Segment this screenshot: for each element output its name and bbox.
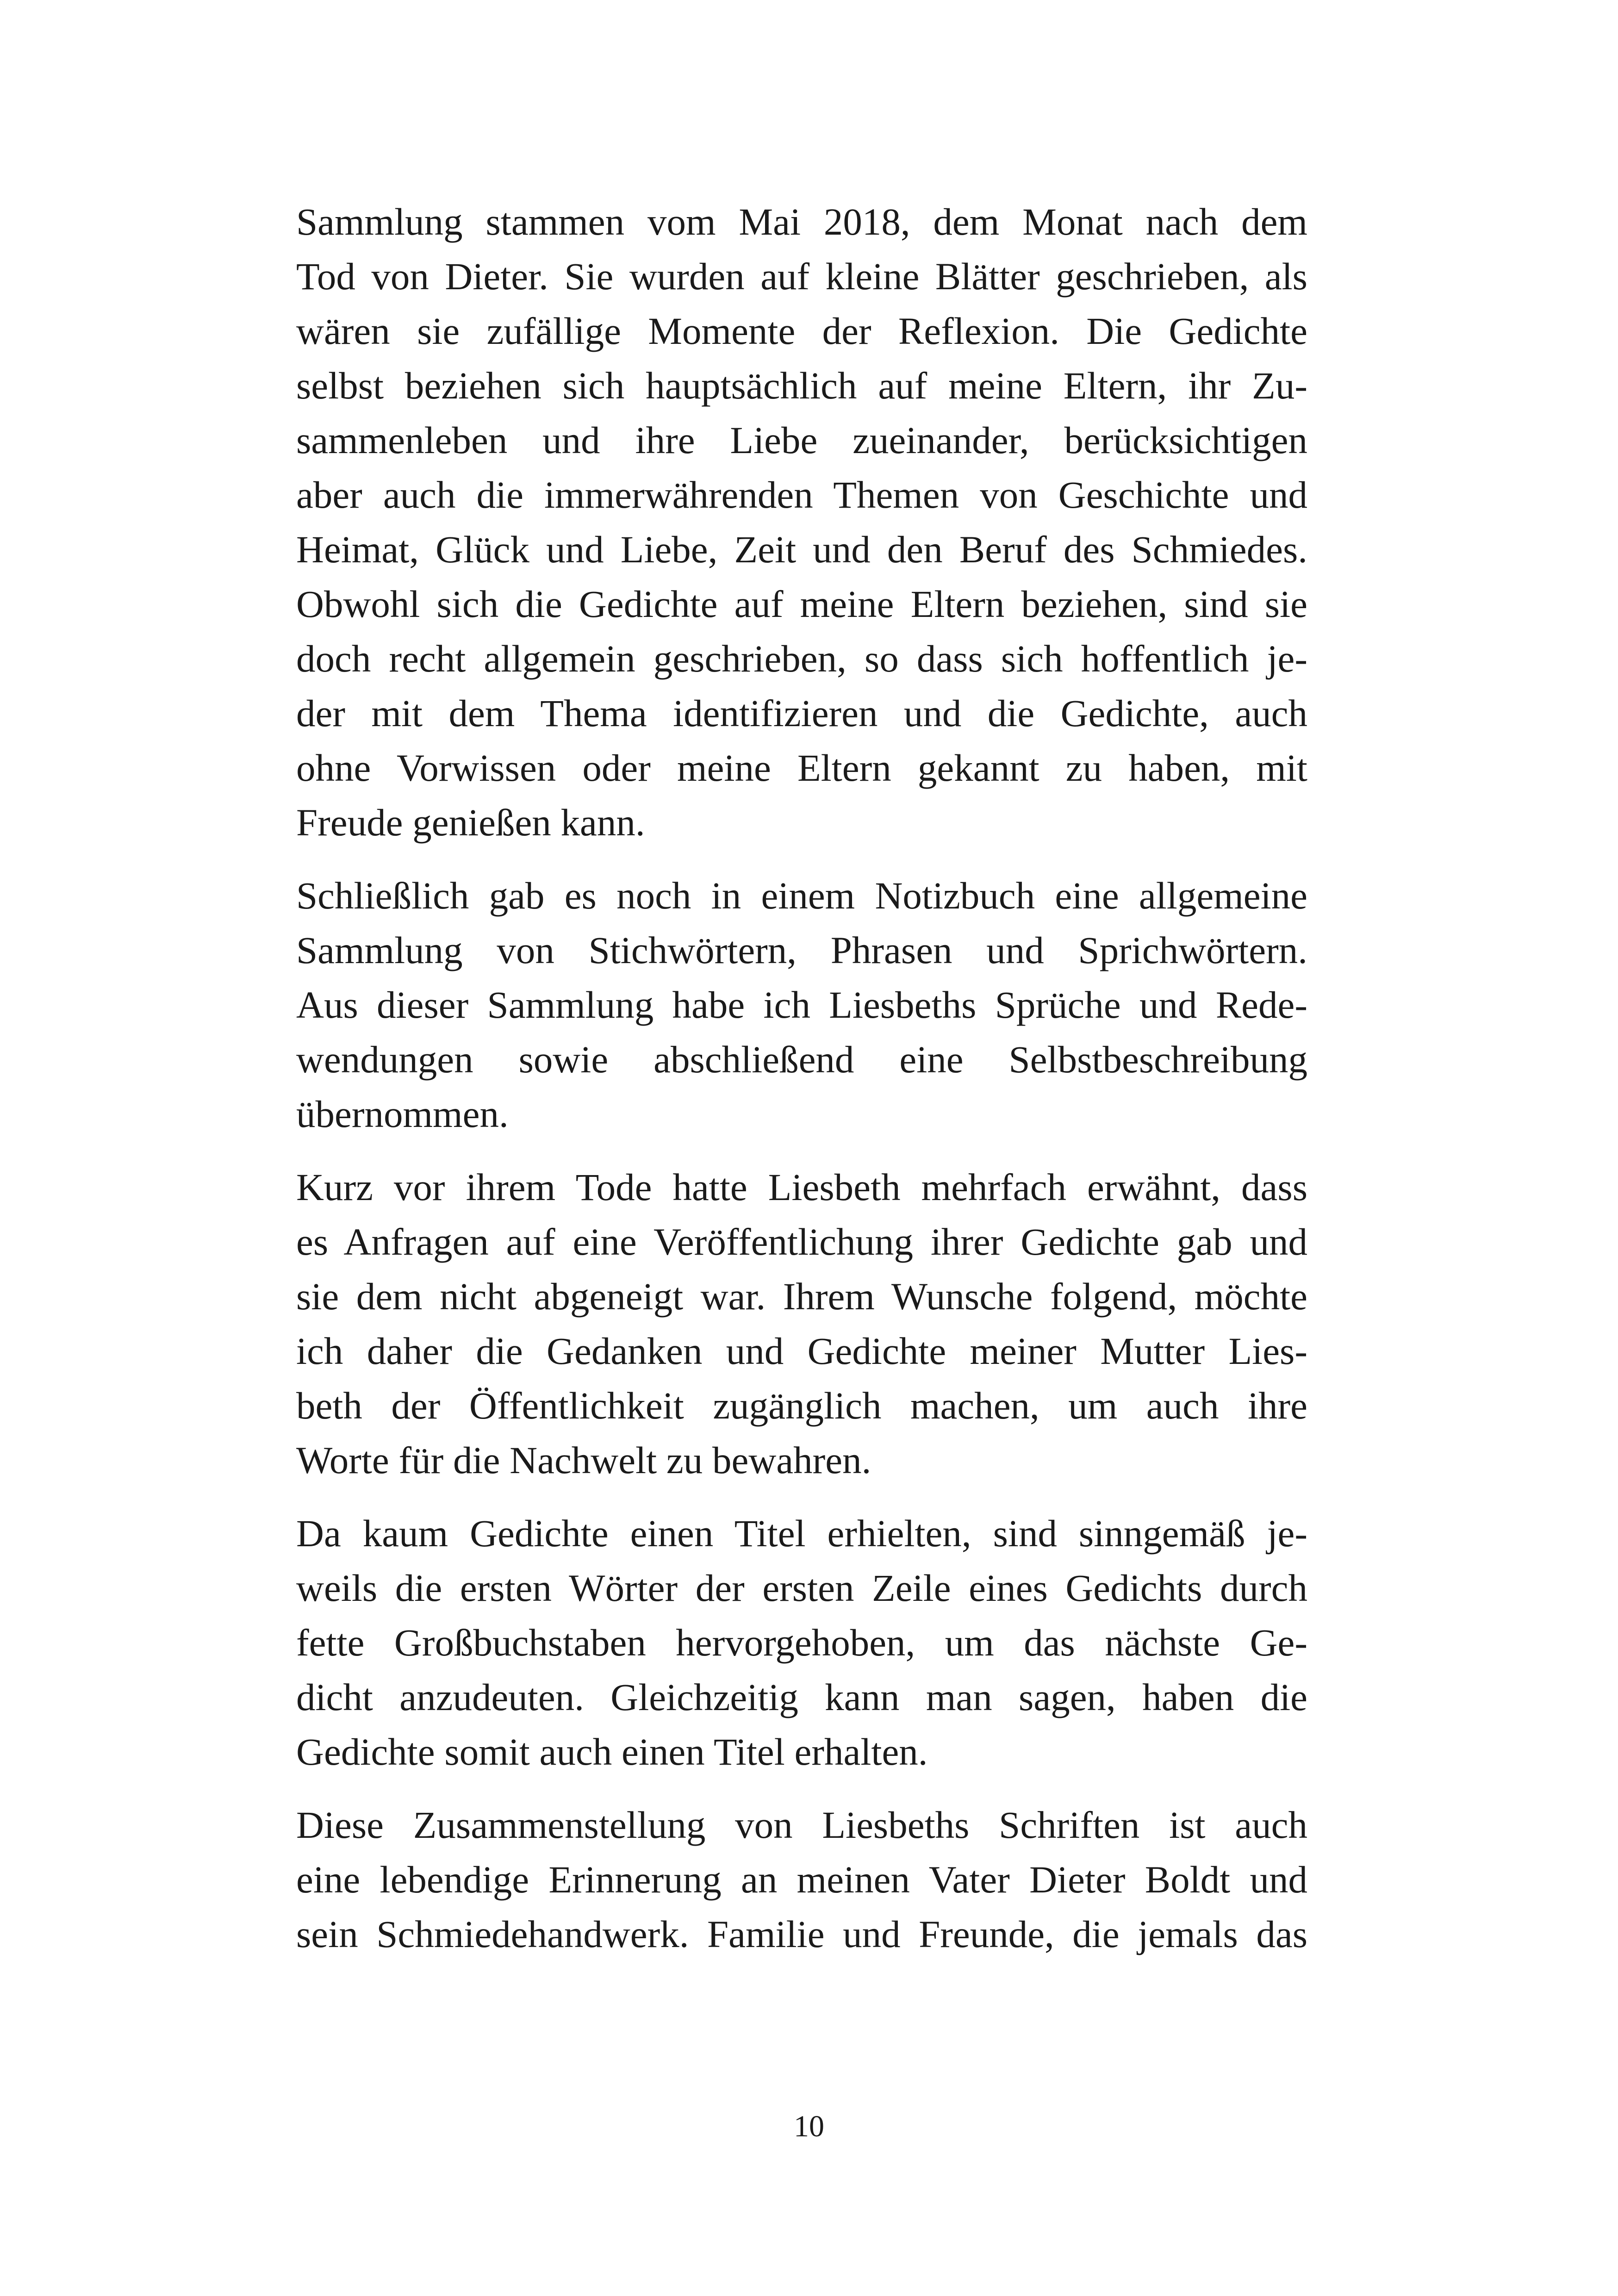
text-line: Heimat, Glück und Liebe, Zeit und den Beruf des Schmiedes.: [296, 528, 1307, 571]
paragraph-3: [296, 1160, 1307, 1487]
text-line: Obwohl sich die Gedichte auf meine Eltern beziehen, sind sie: [296, 583, 1307, 625]
text-line: wendungen sowie abschließend eine Selbstbeschreibung: [296, 1038, 1307, 1081]
page-number: 10: [794, 2109, 824, 2143]
text-line: der mit dem Thema identifizieren und die Gedichte, auch: [296, 692, 1307, 734]
paragraph-4: [296, 1506, 1307, 1779]
text-line: fette Großbuchstaben hervorgehoben, um das nächste Ge-: [296, 1621, 1307, 1664]
text-line: Da kaum Gedichte einen Titel erhielten, sind sinngemäß je-: [296, 1512, 1307, 1555]
text-line: beth der Öffentlichkeit zugänglich machen, um auch ihre: [296, 1384, 1307, 1427]
text-line: ohne Vorwissen oder meine Eltern gekannt zu haben, mit: [296, 747, 1307, 789]
text-line: doch recht allgemein geschrieben, so dass sich hoffentlich je-: [296, 637, 1307, 680]
body-text: [296, 194, 1307, 1961]
text-line: ich daher die Gedanken und Gedichte meiner Mutter Lies-: [296, 1330, 1307, 1372]
text-line: sie dem nicht abgeneigt war. Ihrem Wunsche folgend, möchte: [296, 1275, 1307, 1318]
paragraph-2: [296, 868, 1307, 1141]
text-line: sammenleben und ihre Liebe zueinander, berücksichtigen: [296, 419, 1307, 461]
text-line: es Anfragen auf eine Veröffentlichung ihrer Gedichte gab und: [296, 1220, 1307, 1263]
text-line: eine lebendige Erinnerung an meinen Vater Dieter Boldt und: [296, 1858, 1307, 1901]
text-line: dicht anzudeuten. Gleichzeitig kann man sagen, haben die: [296, 1676, 1307, 1718]
text-line: Schließlich gab es noch in einem Notizbuch eine allgemeine: [296, 874, 1307, 917]
text-line: selbst beziehen sich hauptsächlich auf meine Eltern, ihr Zu-: [296, 364, 1307, 407]
text-line: weils die ersten Wörter der ersten Zeile eines Gedichts durch: [296, 1567, 1307, 1609]
text-line: Sammlung stammen vom Mai 2018, dem Monat nach dem: [296, 200, 1307, 243]
text-line: wären sie zufällige Momente der Reflexion. Die Gedichte: [296, 310, 1307, 352]
text-line: Tod von Dieter. Sie wurden auf kleine Blätter geschrieben, als: [296, 255, 1307, 298]
text-line: Gedichte somit auch einen Titel erhalten.: [296, 1730, 928, 1773]
text-line: übernommen.: [296, 1093, 509, 1135]
text-line: Freude genießen kann.: [296, 801, 645, 844]
paragraph-5: [296, 1798, 1307, 1961]
text-line: aber auch die immerwährenden Themen von Geschichte und: [296, 473, 1307, 516]
text-line: Sammlung von Stichwörtern, Phrasen und Sprichwörtern.: [296, 929, 1307, 971]
text-line: sein Schmiedehandwerk. Familie und Freunde, die jemals das: [296, 1913, 1307, 1955]
paragraph-1: [296, 194, 1307, 850]
text-line: Kurz vor ihrem Tode hatte Liesbeth mehrfach erwähnt, dass: [296, 1166, 1307, 1208]
text-line: Worte für die Nachwelt zu bewahren.: [296, 1439, 871, 1481]
text-line: Diese Zusammenstellung von Liesbeths Schriften ist auch: [296, 1804, 1307, 1846]
text-line: Aus dieser Sammlung habe ich Liesbeths Sprüche und Rede-: [296, 983, 1307, 1026]
